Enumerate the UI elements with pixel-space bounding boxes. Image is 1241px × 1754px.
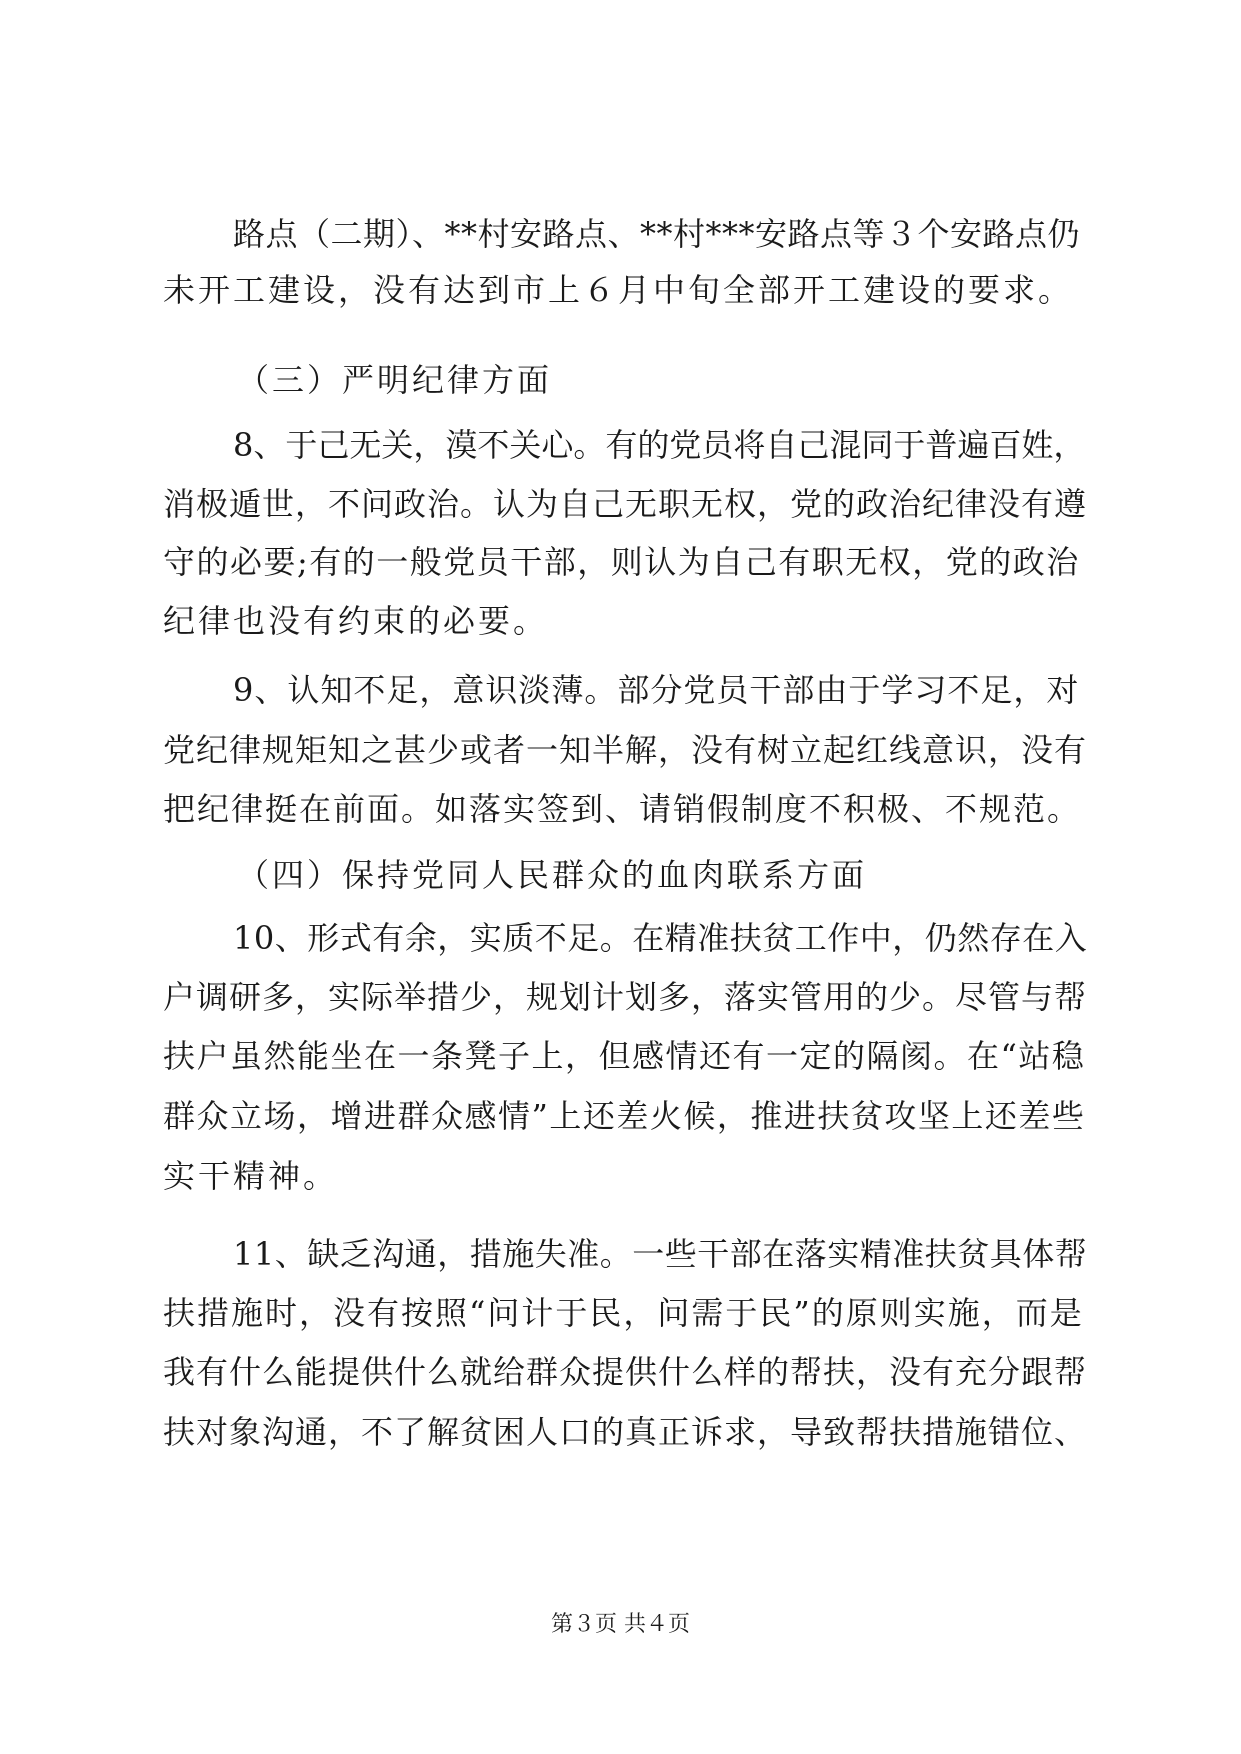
paragraph-line: 群众立场，增进群众感情”上还差火候，推进扶贫攻坚上还差些 bbox=[163, 1097, 1086, 1135]
paragraph-line: 扶措施时，没有按照“问计于民，问需于民”的原则实施，而是 bbox=[163, 1294, 1084, 1332]
paragraph-line: 户调研多，实际举措少，规划计划多，落实管用的少。尽管与帮 bbox=[163, 978, 1088, 1016]
paragraph-line: 8、于己无关，漠不关心。有的党员将自己混同于普遍百姓， bbox=[233, 426, 1086, 464]
paragraph-line: 我有什么能提供什么就给群众提供什么样的帮扶，没有充分跟帮 bbox=[163, 1353, 1088, 1391]
paragraph-line: 扶户虽然能坐在一条凳子上，但感情还有一定的隔阂。在“站稳 bbox=[163, 1037, 1086, 1075]
paragraph-line: 未开工建设，没有达到市上６月中旬全部开工建设的要求。 bbox=[163, 271, 1074, 309]
paragraph-line: 党纪律规矩知之甚少或者一知半解，没有树立起红线意识，没有 bbox=[163, 731, 1088, 769]
page-number: 第３页 共４页 bbox=[551, 1612, 690, 1637]
paragraph-line: 把纪律挺在前面。如落实签到、请销假制度不积极、不规范。 bbox=[163, 790, 1082, 828]
paragraph-line: 9、认知不足，意识淡薄。部分党员干部由于学习不足，对 bbox=[233, 671, 1080, 709]
paragraph-line: 路点（二期）、**村安路点、**村***安路点等３个安路点仍 bbox=[233, 215, 1081, 253]
paragraph-line: 11、缺乏沟通，措施失准。一些干部在落实精准扶贫具体帮 bbox=[233, 1235, 1088, 1273]
paragraph-line: 扶对象沟通，不了解贫困人口的真正诉求，导致帮扶措施错位、 bbox=[163, 1413, 1088, 1451]
paragraph-line: 消极遁世，不问政治。认为自己无职无权，党的政治纪律没有遵 bbox=[163, 485, 1088, 523]
paragraph-line: 纪律也没有约束的必要。 bbox=[163, 602, 549, 640]
paragraph-line: 10、形式有余，实质不足。在精准扶贫工作中，仍然存在入 bbox=[233, 919, 1088, 957]
section-heading: （四）保持党同人民群众的血肉联系方面 bbox=[237, 856, 868, 894]
paragraph-line: 守的必要;有的一般党员干部，则认为自己有职无权，党的政治 bbox=[163, 543, 1080, 581]
paragraph-line: 实干精神。 bbox=[163, 1157, 339, 1195]
section-heading: （三）严明纪律方面 bbox=[237, 361, 553, 399]
